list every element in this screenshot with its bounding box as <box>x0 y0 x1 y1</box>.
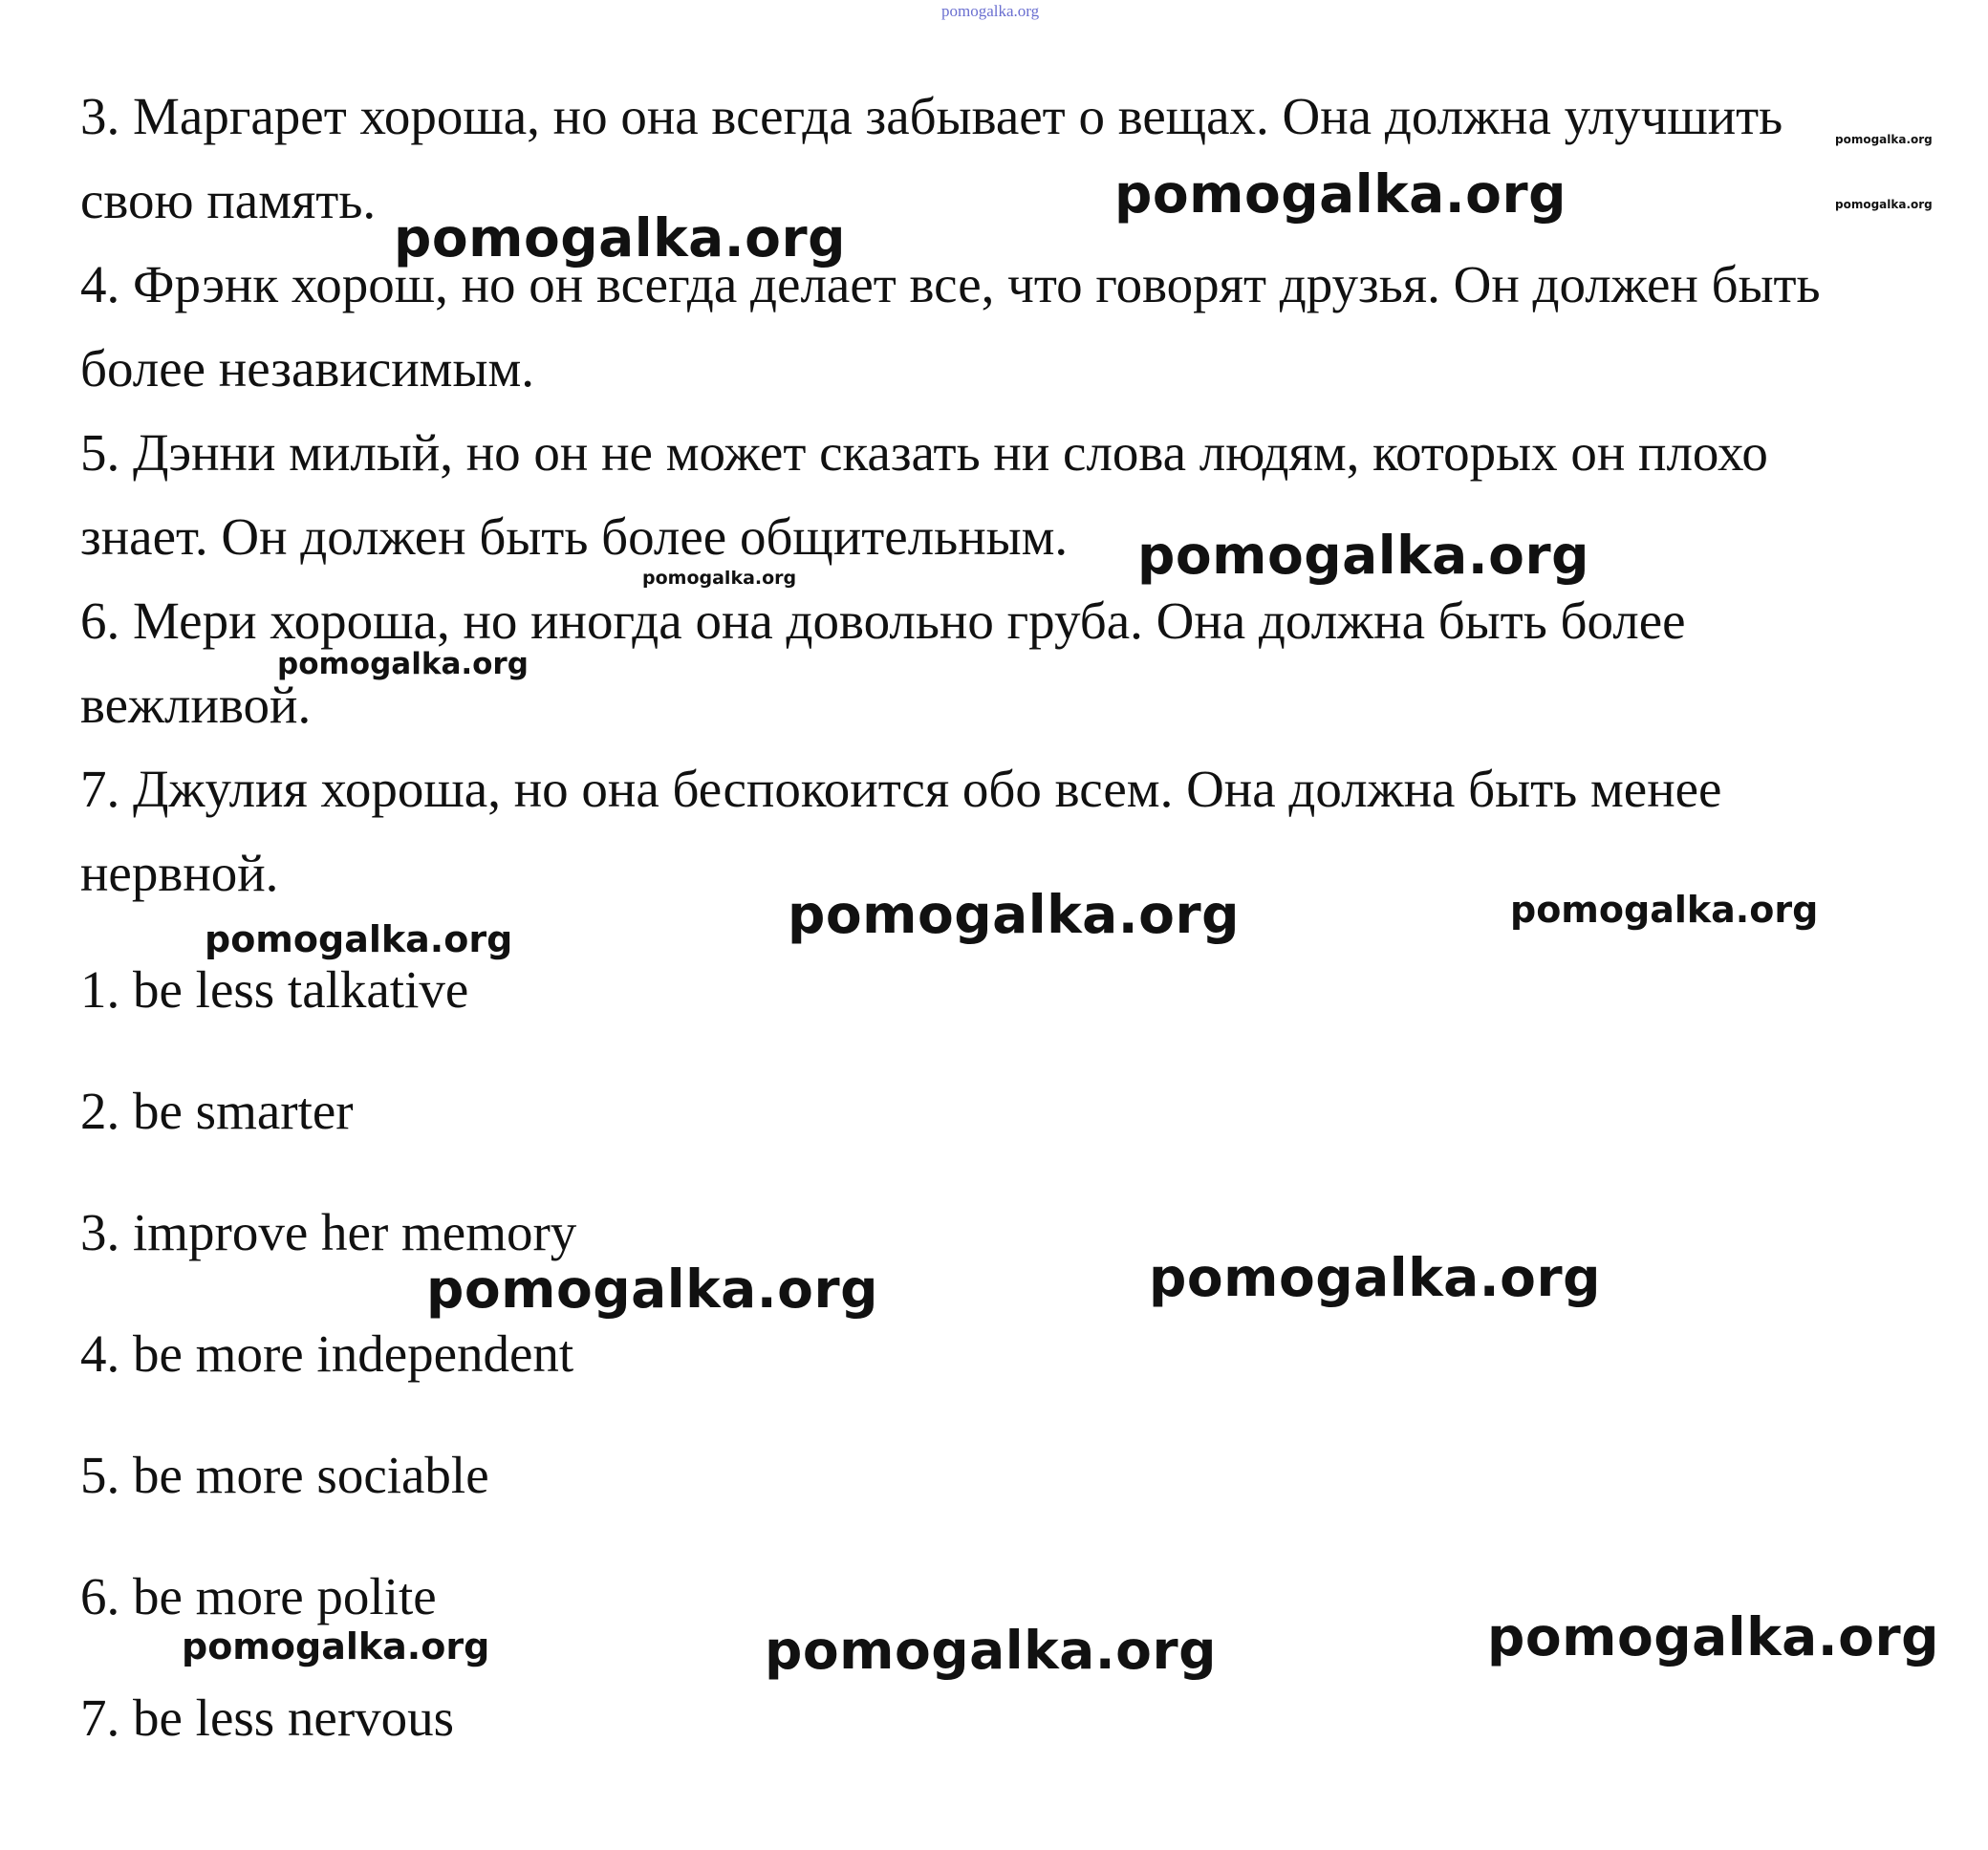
watermark: pomogalka.org <box>1835 133 1933 146</box>
watermark: pomogalka.org <box>1149 1247 1601 1308</box>
watermark: pomogalka.org <box>1835 198 1933 211</box>
watermark: pomogalka.org <box>1510 889 1819 931</box>
translation-line: 4. Фрэнк хорош, но он всегда делает все, что говорят друзья. Он должен быть <box>80 255 1821 313</box>
watermark: pomogalka.org <box>1114 163 1567 225</box>
translation-line: вежливой. <box>80 676 312 734</box>
watermark: pomogalka.org <box>1137 525 1589 586</box>
answer-item: 3. improve her memory <box>80 1203 577 1261</box>
watermark: pomogalka.org <box>205 918 513 960</box>
answer-item: 5. be more sociable <box>80 1446 489 1504</box>
watermark: pomogalka.org <box>642 568 797 589</box>
watermark: pomogalka.org <box>277 647 529 681</box>
watermark: pomogalka.org <box>765 1620 1217 1681</box>
answer-item: 2. be smarter <box>80 1082 354 1140</box>
translation-line: 6. Мери хороша, но иногда она довольно груба. Она должна быть более <box>80 592 1686 650</box>
translation-line: 7. Джулия хороша, но она беспокоится обо всем. Она должна быть менее <box>80 760 1722 818</box>
answer-item: 4. be more independent <box>80 1324 574 1383</box>
answer-item: 6. be more polite <box>80 1567 437 1625</box>
translation-line: более независимым. <box>80 339 534 398</box>
translation-line: знает. Он должен быть более общительным. <box>80 507 1069 566</box>
translation-line: 5. Дэнни милый, но он не может сказать ни слова людям, которых он плохо <box>80 423 1768 482</box>
translation-line: 3. Маргарет хороша, но она всегда забывает о вещах. Она должна улучшить <box>80 87 1783 145</box>
translation-line: свою память. <box>80 171 377 229</box>
translation-line: нервной. <box>80 844 279 902</box>
answer-item: 7. be less nervous <box>80 1689 455 1747</box>
watermark: pomogalka.org <box>394 207 846 269</box>
header-link[interactable]: pomogalka.org <box>941 2 1040 20</box>
watermark: pomogalka.org <box>788 884 1240 945</box>
watermark: pomogalka.org <box>1487 1606 1939 1667</box>
watermark: pomogalka.org <box>426 1258 878 1320</box>
watermark: pomogalka.org <box>182 1625 490 1667</box>
answer-item: 1. be less talkative <box>80 960 469 1019</box>
